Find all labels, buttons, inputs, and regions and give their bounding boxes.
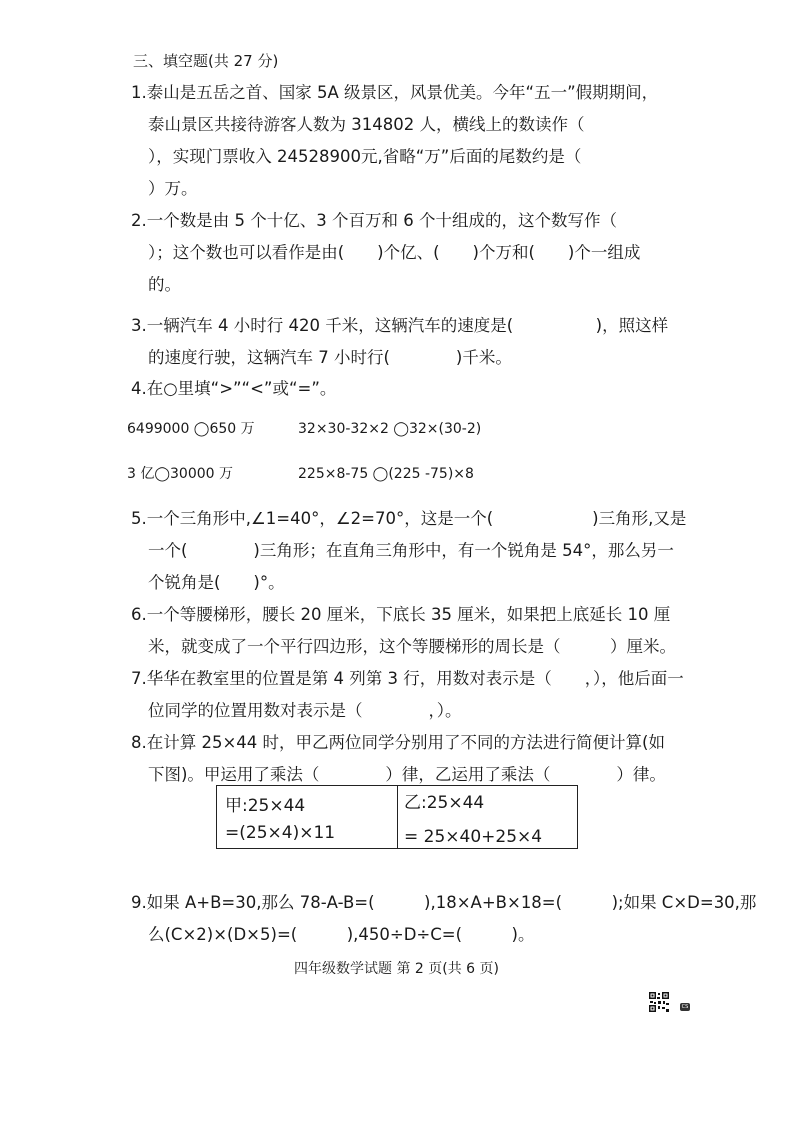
- q2-line-2: ）；这个数也可以看作是由( )个亿、( )个万和( )个一组成: [148, 243, 641, 262]
- method-jia-line-1: 甲:25×44: [225, 796, 306, 816]
- q1-line-3: ），实现门票收入 24528900元,省略“万”后面的尾数约是（: [148, 147, 582, 166]
- table-divider: [397, 786, 398, 848]
- method-jia-line-2: =(25×4)×11: [225, 823, 336, 843]
- method-yi-line-2: = 25×40+25×4: [404, 827, 543, 847]
- section-title: 三、填空题(共 27 分): [133, 52, 279, 70]
- method-yi-line-1: 乙:25×44: [404, 793, 485, 813]
- q3-line-1: 3.一辆汽车 4 小时行 420 千米，这辆汽车的速度是( )，照这样: [131, 316, 669, 335]
- q5-line-1: 5.一个三角形中,∠1=40°，∠2=70°，这是一个( )三角形,又是: [131, 509, 687, 528]
- q4-intro: 4.在○里填“>”“<”或“=”。: [131, 379, 337, 398]
- q2-line-1: 2.一个数是由 5 个十亿、3 个百万和 6 个十组成的，这个数写作（: [131, 211, 617, 230]
- page-footer: 四年级数学试题 第 2 页(共 6 页): [294, 961, 499, 977]
- q9-line-1: 9.如果 A+B=30,那么 78-A-B=( ),18×A+B×18=( );如果 C×D=30,那: [131, 893, 757, 912]
- q3-line-2: 的速度行驶，这辆汽车 7 小时行( )千米。: [148, 348, 512, 367]
- q8-line-1: 8.在计算 25×44 时，甲乙两位同学分别用了不同的方法进行简便计算(如: [131, 733, 665, 752]
- q1-line-4: ）万。: [148, 179, 198, 198]
- q4-item-3: 3 亿◯30000 万: [127, 466, 234, 482]
- q7-line-2: 位同学的位置用数对表示是（ ，）。: [148, 701, 462, 720]
- q9-line-2: 么(C×2)×(D×5)=( ),450÷D÷C=( )。: [148, 925, 535, 944]
- q8-method-table: [216, 785, 578, 849]
- q4-item-2: 32×30-32×2 ◯32×(30-2): [298, 421, 482, 437]
- q7-line-1: 7.华华在教室里的位置是第 4 列第 3 行，用数对表示是（ ，），他后面一: [131, 669, 684, 688]
- q1-line-2: 泰山景区共接待游客人数为 314802 人，横线上的数读作（: [148, 115, 585, 134]
- q6-line-2: 米，就变成了一个平行四边形，这个等腰梯形的周长是（ ）厘米。: [148, 637, 676, 656]
- q1-line-1: 1.泰山是五岳之首、国家 5A 级景区，风景优美。今年“五一”假期期间，: [131, 83, 659, 102]
- camscanner-logo-icon: CS: [681, 1004, 689, 1010]
- q4-item-1: 6499000 ◯650 万: [127, 421, 255, 437]
- q8-line-2: 下图)。甲运用了乘法（ ）律，乙运用了乘法（ ）律。: [148, 765, 666, 784]
- q6-line-1: 6.一个等腰梯形，腰长 20 厘米，下底长 35 厘米，如果把上底延长 10 厘: [131, 605, 671, 624]
- qr-code-icon: [649, 992, 669, 1012]
- q5-line-3: 个锐角是( )°。: [148, 573, 285, 592]
- q2-line-3: 的。: [148, 275, 181, 294]
- q4-item-4: 225×8-75 ◯(225 -75)×8: [298, 466, 474, 482]
- q5-line-2: 一个( )三角形；在直角三角形中，有一个锐角是 54°，那么另一: [148, 541, 674, 560]
